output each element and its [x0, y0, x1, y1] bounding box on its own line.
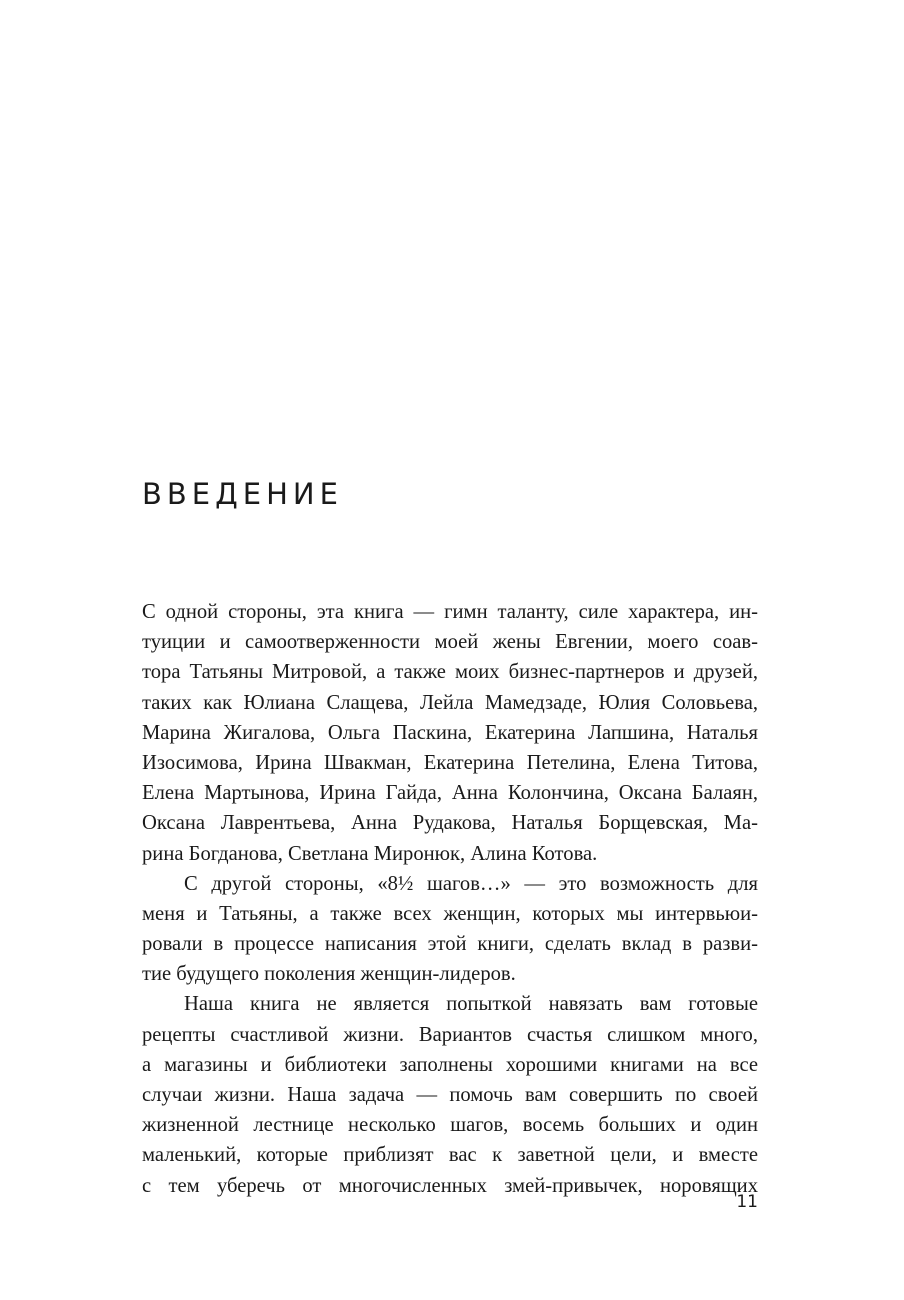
text-line: туиции и самоотверженности моей жены Евгении, моего соав-	[142, 631, 758, 654]
text-line: С другой стороны, «8½ шагов…» — это возможность для	[184, 872, 758, 895]
text-line: рецепты счастливой жизни. Вариантов счастья слишком много,	[142, 1023, 758, 1046]
text-line: маленький, которые приблизят вас к заветной цели, и вместе	[142, 1144, 758, 1167]
text-line: Наша книга не является попыткой навязать вам готовые	[184, 993, 758, 1016]
text-line: меня и Татьяны, а также всех женщин, которых мы интервьюи-	[142, 902, 758, 925]
text-line: Оксана Лаврентьева, Анна Рудакова, Наталья Борщевская, Ма-	[142, 812, 758, 835]
text-line: с тем уберечь от многочисленных змей-привычек, норовящих	[142, 1174, 758, 1197]
text-line: Изосимова, Ирина Швакман, Екатерина Петелина, Елена Титова,	[142, 751, 758, 774]
text-line: С одной стороны, эта книга — гимн таланту, силе характера, ин-	[142, 601, 758, 623]
text-line: тора Татьяны Митровой, а также моих бизнес-партнеров и друзей,	[142, 661, 758, 684]
text-line: Елена Мартынова, Ирина Гайда, Анна Колончина, Оксана Балаян,	[142, 782, 758, 805]
text-line: ровали в процессе написания этой книги, сделать вклад в разви-	[142, 933, 758, 956]
body-text	[142, 597, 758, 1201]
text-line: случаи жизни. Наша задача — помочь вам совершить по своей	[142, 1084, 758, 1106]
text-line: рина Богданова, Светлана Миронюк, Алина Котова.	[142, 842, 598, 865]
text-line: жизненной лестнице несколько шагов, восемь больших и один	[142, 1114, 758, 1137]
text-line: а магазины и библиотеки заполнены хорошими книгами на все	[142, 1053, 758, 1076]
page-number: 11	[736, 1192, 758, 1212]
text-line: тие будущего поколения женщин-лидеров.	[142, 963, 516, 986]
text-line: Марина Жигалова, Ольга Паскина, Екатерина Лапшина, Наталья	[142, 721, 758, 744]
chapter-title: ВВЕДЕНИЕ	[142, 477, 343, 511]
text-line: таких как Юлиана Слащева, Лейла Мамедзаде, Юлия Соловьева,	[142, 691, 758, 714]
